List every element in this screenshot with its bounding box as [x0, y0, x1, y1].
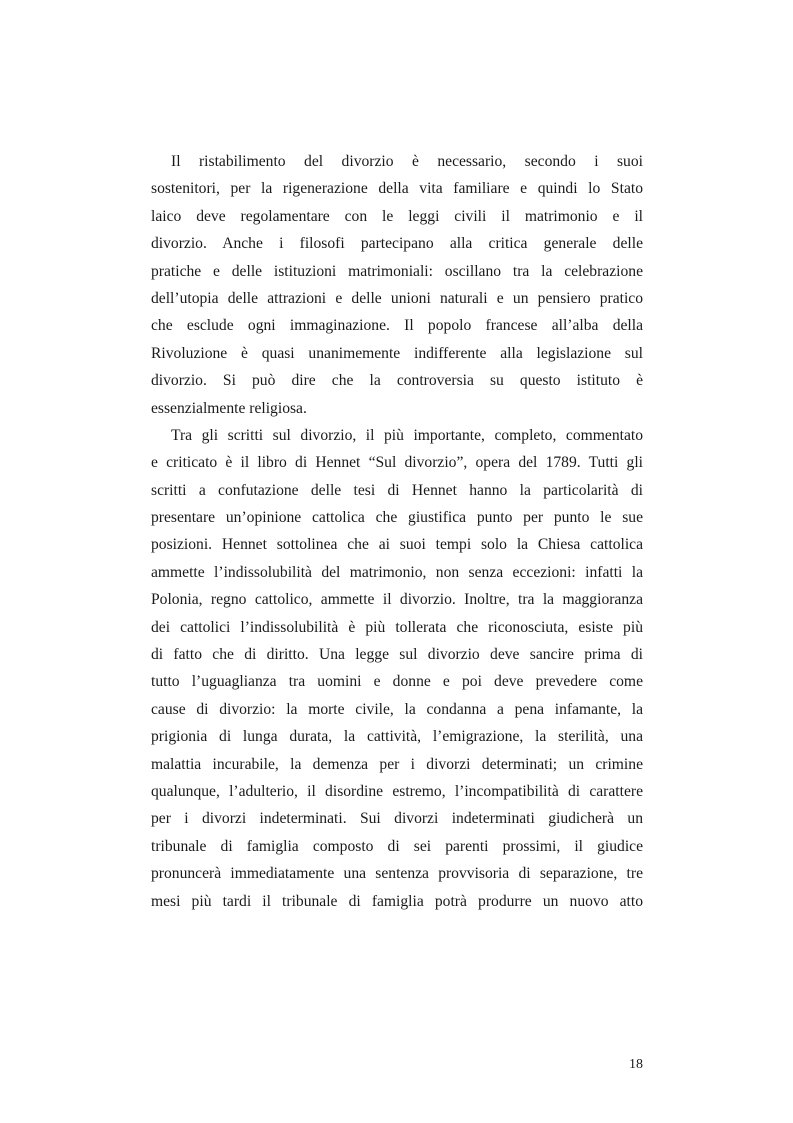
- text-line: per i divorzi indeterminati. Sui divorzi indeterminati giudicherà un: [151, 810, 643, 828]
- text-line: dell’utopia delle attrazioni e delle unioni naturali e un pensiero pratico: [151, 289, 643, 307]
- text-line: tutto l’uguaglianza tra uomini e donne e poi deve prevedere come: [151, 673, 643, 691]
- text-line: divorzio. Anche i filosofi partecipano alla critica generale delle: [151, 235, 643, 253]
- text-line: prigionia di lunga durata, la cattività, l’emigrazione, la sterilità, una: [151, 728, 643, 746]
- text-line: Polonia, regno cattolico, ammette il divorzio. Inoltre, tra la maggioranza: [151, 591, 643, 609]
- body-text: [151, 148, 643, 915]
- text-line: dei cattolici l’indissolubilità è più tollerata che riconosciuta, esiste più: [151, 618, 643, 636]
- paragraph-1: [151, 148, 643, 422]
- text-line: ammette l’indissolubilità del matrimonio, non senza eccezioni: infatti la: [151, 563, 643, 581]
- text-line: essenzialmente religiosa.: [151, 399, 307, 417]
- text-line: presentare un’opinione cattolica che giustifica punto per punto le sue: [151, 509, 643, 527]
- text-line: divorzio. Si può dire che la controversia su questo istituto è: [151, 372, 643, 390]
- text-line: laico deve regolamentare con le leggi civili il matrimonio e il: [151, 207, 643, 225]
- text-line: mesi più tardi il tribunale di famiglia potrà produrre un nuovo atto: [151, 892, 643, 910]
- text-line: posizioni. Hennet sottolinea che ai suoi tempi solo la Chiesa cattolica: [151, 536, 643, 554]
- text-line: sostenitori, per la rigenerazione della vita familiare e quindi lo Stato: [151, 180, 643, 198]
- text-line: Rivoluzione è quasi unanimemente indifferente alla legislazione sul: [151, 344, 643, 362]
- text-line: Tra gli scritti sul divorzio, il più importante, completo, commentato: [171, 426, 643, 444]
- text-line: qualunque, l’adulterio, il disordine estremo, l’incompatibilità di carattere: [151, 782, 643, 800]
- text-line: Il ristabilimento del divorzio è necessario, secondo i suoi: [171, 153, 643, 170]
- page-number: 18: [629, 1057, 643, 1072]
- text-line: di fatto che di diritto. Una legge sul divorzio deve sancire prima di: [151, 646, 643, 664]
- text-line: tribunale di famiglia composto di sei parenti prossimi, il giudice: [151, 837, 643, 855]
- text-line: scritti a confutazione delle tesi di Hennet hanno la particolarità di: [151, 481, 643, 499]
- text-line: che esclude ogni immaginazione. Il popolo francese all’alba della: [151, 317, 643, 335]
- text-line: malattia incurabile, la demenza per i divorzi determinati; un crimine: [151, 755, 643, 773]
- paragraph-2: [151, 422, 643, 915]
- text-line: pronuncerà immediatamente una sentenza provvisoria di separazione, tre: [151, 865, 643, 883]
- text-line: cause di divorzio: la morte civile, la condanna a pena infamante, la: [151, 700, 643, 718]
- text-line: e criticato è il libro di Hennet “Sul divorzio”, opera del 1789. Tutti gli: [151, 454, 643, 472]
- text-line: pratiche e delle istituzioni matrimoniali: oscillano tra la celebrazione: [151, 262, 643, 280]
